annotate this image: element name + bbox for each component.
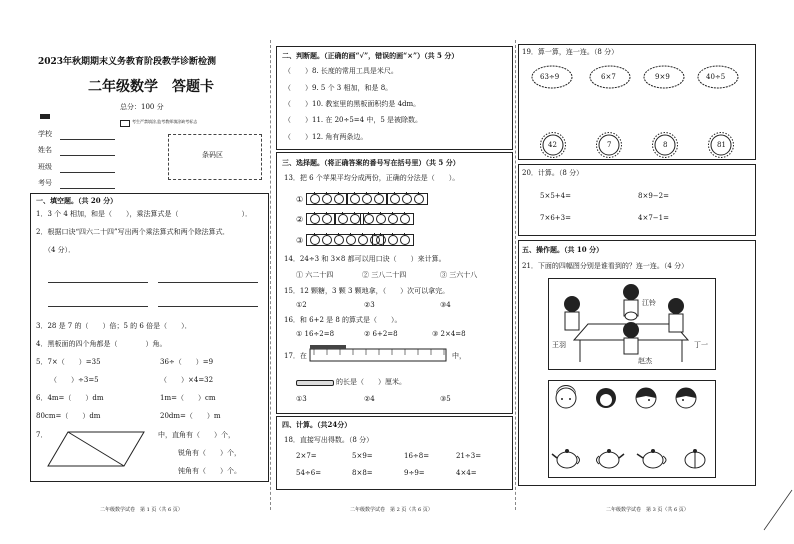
calc20-item: 8×9−2= bbox=[638, 192, 669, 200]
question-17-mid: 中， bbox=[452, 352, 466, 360]
judge-8: （ ）8. 长度的常用工具是米尺。 bbox=[284, 67, 398, 75]
calc-item: 9÷9= bbox=[404, 469, 425, 477]
answer-line-2b[interactable] bbox=[158, 282, 258, 283]
question-2-line2: （4 分）． bbox=[44, 246, 76, 254]
sun-number: 8 bbox=[663, 141, 668, 149]
question-4: 4．黑板面的四个角都是（ ）角。 bbox=[36, 340, 167, 348]
child-head-icon[interactable] bbox=[634, 386, 658, 410]
section3-title: 三、选择题。（将正确答案的番号写在括号里）（共 5 分） bbox=[282, 158, 460, 167]
sun-number: 42 bbox=[548, 141, 557, 149]
field-name-input[interactable] bbox=[60, 155, 115, 156]
apple-group bbox=[346, 193, 388, 205]
calc20-item: 4×7−1= bbox=[638, 214, 669, 222]
name-label: 王羽 bbox=[552, 341, 566, 349]
field-name-label: 姓名 bbox=[38, 146, 52, 154]
option-17-2[interactable]: ②4 bbox=[364, 395, 375, 403]
parallelogram-figure bbox=[48, 430, 148, 470]
option-13-1[interactable]: ① bbox=[296, 195, 304, 204]
calc-item: 54÷6= bbox=[296, 469, 322, 477]
question-1: 1．3 个 4 相加，和是（ ），乘法算式是（ ）． bbox=[36, 210, 253, 218]
question-2-line1: 2．根据口诀“四六二十四”写出两个乘法算式和两个除法算式． bbox=[36, 228, 230, 236]
absent-mark-box[interactable] bbox=[40, 114, 50, 119]
judge-9: （ ）9. 5 个 3 相加，和是 8。 bbox=[284, 84, 393, 92]
teapot-icon[interactable] bbox=[552, 446, 582, 470]
question-21: 21．下面的四幅图分别是谁看到的？连一连。（4 分） bbox=[522, 262, 689, 270]
field-class-input[interactable] bbox=[60, 172, 115, 173]
option-16-1[interactable]: ① 16÷2=8 bbox=[296, 330, 335, 338]
calc-item: 16÷8= bbox=[404, 452, 430, 460]
question-20: 20．计算。（8 分） bbox=[522, 169, 584, 177]
section4-title: 四、计算。（共24分） bbox=[282, 420, 352, 429]
field-id-label: 考号 bbox=[38, 179, 52, 187]
option-17-1[interactable]: ①3 bbox=[296, 395, 307, 403]
calc-item: 2×7= bbox=[296, 452, 317, 460]
question-15: 15．12 颗糖，3 颗 3 颗地拿，（ ）次可以拿完。 bbox=[284, 287, 450, 295]
question-16: 16．和 6+2 是 8 的算式是（ ）。 bbox=[284, 316, 402, 324]
field-class-label: 班级 bbox=[38, 163, 52, 171]
option-16-2[interactable]: ② 6+2=8 bbox=[364, 330, 398, 338]
teapot-icon[interactable] bbox=[682, 446, 708, 470]
apple-group bbox=[386, 193, 428, 205]
absent-mark-box-2[interactable] bbox=[120, 120, 130, 127]
question-7a: 中，直角有（ ）个， bbox=[158, 431, 235, 439]
total-score: 总分：100 分 bbox=[120, 103, 164, 111]
question-7b: 锐角有（ ）个， bbox=[178, 449, 241, 457]
question-6c: 80cm=（ ）dm bbox=[36, 412, 101, 420]
question-17-end: 的长是（ ）厘米。 bbox=[336, 378, 406, 386]
answer-line-2a[interactable] bbox=[48, 282, 148, 283]
absent-notice: 考生严禁填涂,监考教师填涂缺考标志 bbox=[132, 119, 198, 124]
field-school-label: 学校 bbox=[38, 130, 52, 138]
question-5d: （ ）×4=32 bbox=[160, 376, 214, 384]
question-5b: 36÷（ ）=9 bbox=[160, 358, 214, 366]
option-13-3[interactable]: ③ bbox=[296, 236, 304, 245]
child-head-icon[interactable] bbox=[554, 386, 578, 410]
table-scene-icon bbox=[548, 278, 714, 368]
section1-title: 一、填空题。（共 20 分） bbox=[36, 196, 118, 205]
teapot-icon[interactable] bbox=[594, 446, 624, 470]
name-label: 江铃 bbox=[642, 299, 656, 307]
option-15-3[interactable]: ③4 bbox=[440, 301, 451, 309]
name-label: 丁一 bbox=[694, 341, 708, 349]
page-footer-3: 二年级数学试卷 第 3 页（共 6 页） bbox=[606, 507, 689, 513]
sun-number: 7 bbox=[607, 141, 612, 149]
cloud-expression: 63÷9 bbox=[540, 73, 560, 81]
option-17-3[interactable]: ③5 bbox=[440, 395, 451, 403]
question-7c: 钝角有（ ）个。 bbox=[178, 467, 241, 475]
apple-group bbox=[306, 193, 348, 205]
calc20-item: 5×5+4= bbox=[540, 192, 571, 200]
question-13: 13．把 6 个苹果平均分成两份，正确的分法是（ ）。 bbox=[284, 174, 460, 182]
judge-11: （ ）11. 在 20÷5=4 中，5 是被除数。 bbox=[284, 116, 423, 124]
answer-line-2c[interactable] bbox=[48, 306, 148, 307]
teapot-icon[interactable] bbox=[636, 446, 670, 470]
cloud-expression: 9×9 bbox=[655, 73, 670, 81]
option-14-1[interactable]: ① 六二十四 bbox=[296, 271, 334, 279]
field-school-input[interactable] bbox=[60, 139, 115, 140]
calc-item: 21÷3= bbox=[456, 452, 482, 460]
apple-group bbox=[306, 213, 336, 225]
question-17: 17．在 bbox=[284, 352, 307, 360]
question-7: 7． bbox=[36, 431, 48, 439]
question-6d: 20dm=（ ）m bbox=[160, 412, 221, 420]
option-15-2[interactable]: ②3 bbox=[364, 301, 375, 309]
fold-line-1 bbox=[270, 40, 271, 510]
option-16-3[interactable]: ③ 2×4=8 bbox=[432, 330, 466, 338]
page-footer-1: 二年级数学试卷 第 1 页（共 6 页） bbox=[100, 507, 183, 513]
fold-line-2 bbox=[515, 40, 516, 510]
exam-title: 2023年秋期期末义务教育阶段教学诊断检测 bbox=[38, 57, 217, 67]
section2-title: 二、判断题。（正确的画“√”，错误的画“×”）（共 5 分） bbox=[282, 51, 459, 60]
pencil-figure bbox=[296, 380, 334, 386]
corner-fold-mark bbox=[760, 490, 794, 544]
child-head-icon[interactable] bbox=[674, 386, 698, 410]
option-13-2[interactable]: ② bbox=[296, 215, 304, 224]
question-6a: 6．4m=（ ）dm bbox=[36, 394, 104, 402]
page-footer-2: 二年级数学试卷 第 2 页（共 6 页） bbox=[350, 507, 433, 513]
question-5c: （ ）÷3=5 bbox=[50, 376, 99, 384]
question-5a: 5．7×（ ）=35 bbox=[36, 358, 101, 366]
question-3: 3．28 是 7 的（ ）倍；5 的 6 倍是（ ）． bbox=[36, 322, 192, 330]
barcode-label: 条码区 bbox=[202, 151, 223, 159]
judge-12: （ ）12. 角有两条边。 bbox=[284, 133, 368, 141]
question-19: 19．算一算，连一连。（8 分） bbox=[522, 48, 619, 56]
section5-title: 五、操作题。（共 10 分） bbox=[522, 245, 604, 254]
ruler-figure bbox=[310, 345, 450, 365]
apple-group bbox=[360, 213, 414, 225]
option-14-3[interactable]: ③ 三六十八 bbox=[440, 271, 478, 279]
calc-item: 8×8= bbox=[352, 469, 373, 477]
judge-10: （ ）10. 教室里的黑板面积约是 4dm。 bbox=[284, 100, 421, 108]
cloud-expression: 40÷5 bbox=[706, 73, 726, 81]
calc-item: 5×9= bbox=[352, 452, 373, 460]
option-15-1[interactable]: ①2 bbox=[296, 301, 307, 309]
apple-group bbox=[372, 234, 414, 246]
child-head-icon[interactable] bbox=[594, 386, 618, 410]
exam-subtitle: 二年级数学 答题卡 bbox=[88, 79, 214, 95]
answer-line-2d[interactable] bbox=[158, 306, 258, 307]
option-14-2[interactable]: ② 三八二十四 bbox=[362, 271, 407, 279]
question-6b: 1m=（ ）cm bbox=[160, 394, 216, 402]
name-label: 赵杰 bbox=[638, 357, 652, 365]
field-id-input[interactable] bbox=[60, 188, 115, 189]
calc20-item: 7×6+3= bbox=[540, 214, 571, 222]
calc-item: 4×4= bbox=[456, 469, 477, 477]
question-14: 14．24÷3 和 3×8 都可以用口诀（ ）来计算。 bbox=[284, 255, 446, 263]
question-18: 18．直接写出得数。（8 分） bbox=[284, 436, 374, 444]
sun-number: 81 bbox=[717, 141, 726, 149]
cloud-expression: 6×7 bbox=[601, 73, 616, 81]
